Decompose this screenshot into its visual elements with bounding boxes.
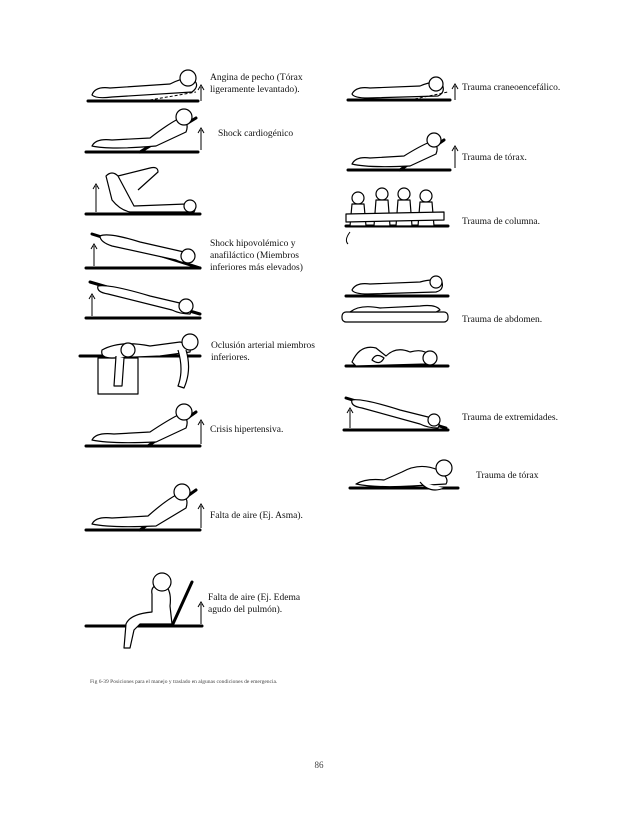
label-trauma-extremidades: Trauma de extremidades. [462, 413, 558, 423]
label-asma: Falta de aire (Ej. Asma). [210, 511, 303, 521]
figure-asma [86, 484, 204, 530]
page-number: 86 [314, 760, 324, 770]
figure-trauma-extremidades [344, 398, 448, 430]
label-trauma-columna: Trauma de columna. [462, 217, 541, 227]
figure-trauma-craneo [348, 77, 458, 100]
figure-edema [86, 573, 204, 648]
label-trauma-craneo: Trauma craneoencefálico. [462, 83, 561, 93]
figure-shock-cardiogenico [86, 109, 204, 152]
figure-shock-hipovolemico [86, 234, 200, 268]
figure-oclusion [80, 334, 200, 394]
label-trauma-torax-2: Trauma de tórax [476, 471, 539, 481]
figure-angina [88, 70, 204, 101]
label-trauma-abdomen: Trauma de abdomen. [462, 315, 543, 325]
figure-trauma-abdomen [342, 276, 448, 322]
figure-recovery-position [346, 347, 448, 366]
figure-trauma-torax-lateral [350, 460, 458, 490]
label-shock-cardiogenico: Shock cardiogénico [218, 129, 294, 139]
figure-crisis [86, 404, 204, 446]
figure-trauma-columna [346, 188, 448, 244]
label-trauma-torax: Trauma de tórax. [462, 153, 527, 163]
figure-legs-raised [86, 168, 200, 215]
label-angina: Angina de pecho (Tórax ligeramente levantado). [210, 73, 303, 95]
figure-trauma-torax [348, 133, 458, 170]
label-shock-hipovolemico: Shock hipovolémico y anafiláctico (Miembros inferiores más elevados) [210, 239, 303, 273]
label-oclusion: Oclusión arterial miembros inferiores. [211, 341, 315, 363]
figure-trendelenburg [86, 282, 200, 318]
label-crisis: Crisis hipertensiva. [210, 425, 284, 435]
label-edema: Falta de aire (Ej. Edema agudo del pulmón). [208, 593, 301, 615]
figure-caption: Fig 6-39 Posiciones para el manejo y traslado en algunas condiciones de emergencia. [90, 679, 278, 685]
